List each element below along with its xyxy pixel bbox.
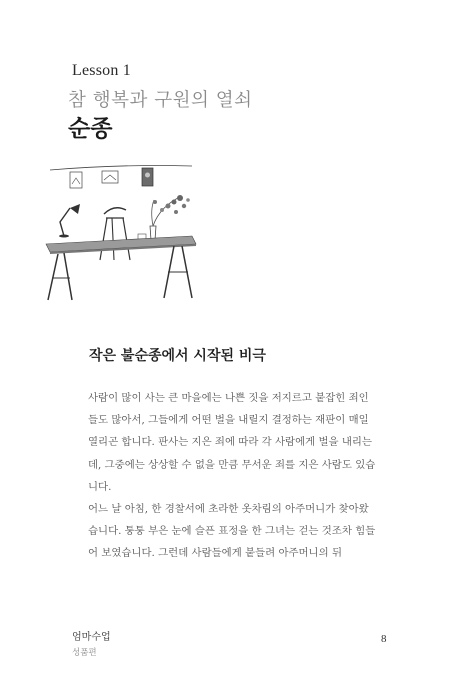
hanging-photo-icon [102, 171, 118, 183]
lesson-title: 순종 [68, 116, 113, 142]
hanging-photo-icon [142, 168, 153, 186]
body-text [88, 387, 378, 565]
chair-icon [100, 208, 130, 260]
table-icon [46, 236, 196, 300]
plant-vase-icon [138, 195, 190, 242]
lesson-subtitle: 참 행복과 구원의 열쇠 [68, 90, 253, 111]
book-subtitle: 성품편 [72, 648, 97, 658]
section-heading: 작은 불순종에서 시작된 비극 [89, 348, 266, 364]
book-footer [72, 628, 111, 658]
lesson-label: Lesson 1 [72, 62, 131, 79]
desk-lamp-icon [59, 204, 80, 238]
hanging-photo-icon [70, 172, 82, 188]
desk-lamp-chair-plant-illustration [42, 160, 202, 302]
book-title: 엄마수업 [72, 632, 111, 643]
paragraph: 어느 날 아침, 한 경찰서에 초라한 옷차림의 아주머니가 찾아왔습니다. 퉁퉁 부은 눈에 슬픈 표정을 한 그녀는 걷는 것조차 힘들어 보였습니다. 그런데 사람들에게 붙들려 아주머니의 뒤 [88, 503, 376, 560]
page-number: 8 [381, 633, 387, 645]
paragraph: 사람이 많이 사는 큰 마을에는 나쁜 짓을 저지르고 붙잡힌 죄인들도 많아서, 그들에게 어떤 벌을 내릴지 결정하는 재판이 매일 열리곤 합니다. 판사는 지은 죄에 따라 각 사람에게 벌을 내리는데, 그중에는 상상할 수 없을 만큼 무서운 죄를 지은 사람도 있습니다. [88, 392, 376, 493]
